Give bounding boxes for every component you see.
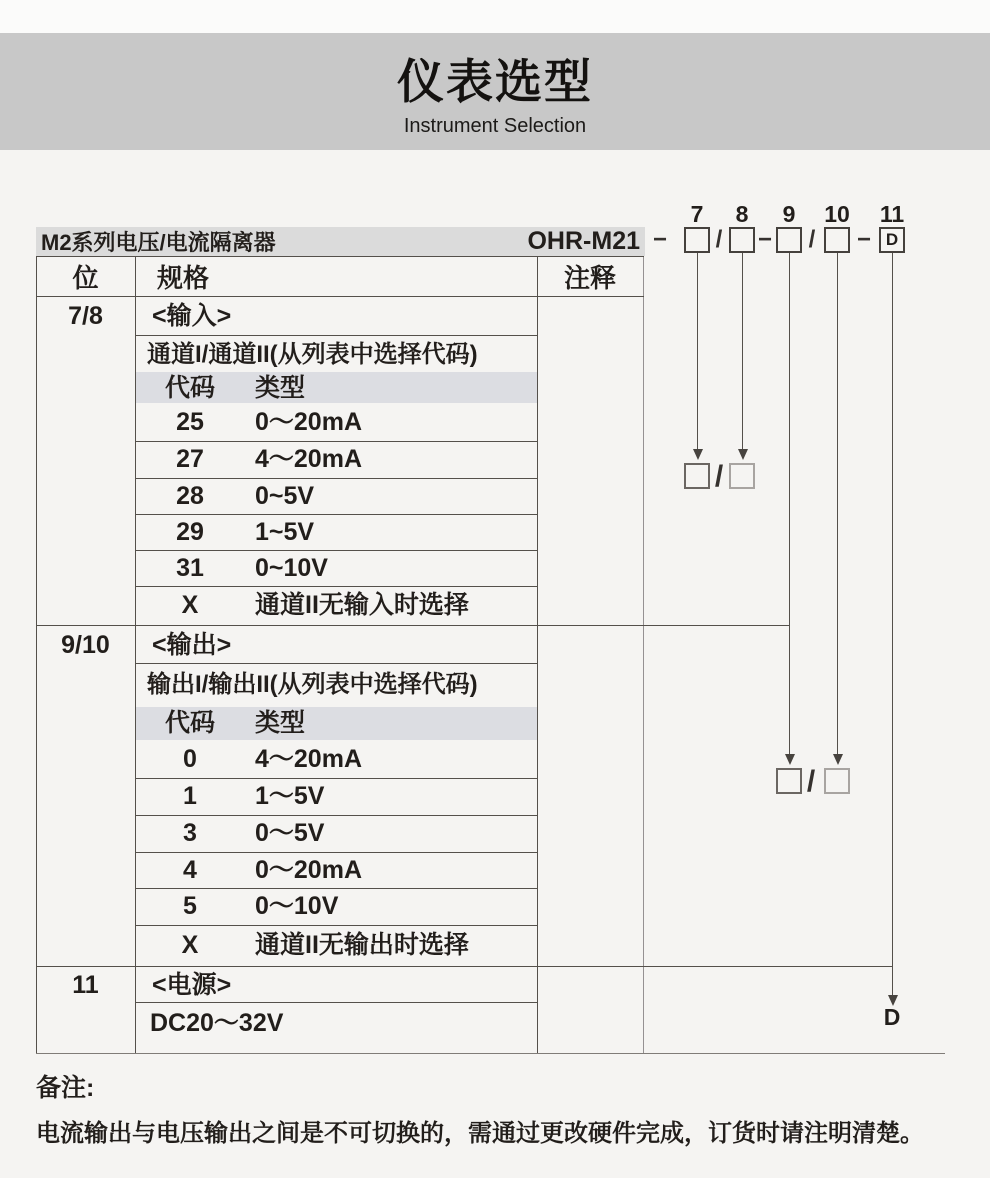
code-box-7 <box>684 227 710 253</box>
type-cell: 4～20mA <box>255 744 362 773</box>
grid-line <box>135 1002 538 1003</box>
grid-line <box>36 296 644 297</box>
section-heading: <输出> <box>152 630 232 659</box>
separator-dash-2: − <box>757 226 772 253</box>
arrow-down-icon <box>738 449 748 460</box>
type-cell: 4～20mA <box>255 445 362 473</box>
separator-dash-1: − <box>652 226 667 253</box>
arrow-down-icon <box>693 449 703 460</box>
type-cell: 0～20mA <box>255 407 362 436</box>
section-position-label: 9/10 <box>61 630 110 659</box>
section-position-label: 7/8 <box>68 301 103 330</box>
section-heading: <输入> <box>152 301 232 330</box>
drop-line-8 <box>742 253 743 450</box>
code-column-label: 代码 <box>164 373 215 402</box>
code-column-label: 代码 <box>164 709 215 737</box>
grid-line <box>135 335 538 336</box>
product-name: M2系列电压/电流隔离器 <box>41 230 276 255</box>
code-cell: 31 <box>176 553 204 582</box>
position-number-7: 7 <box>690 201 704 227</box>
code-cell: 0 <box>183 744 197 773</box>
type-cell: 通道II无输出时选择 <box>255 930 469 959</box>
power-value: DC20～32V <box>150 1008 284 1037</box>
table-border-bottom <box>36 1053 945 1054</box>
arrow-down-icon <box>785 754 795 765</box>
column-header-note: 注释 <box>563 262 616 293</box>
table-border-spec <box>537 256 538 1053</box>
type-cell: 0～5V <box>255 819 325 847</box>
page-title: 仪表选型 <box>397 55 593 108</box>
code-cell: 1 <box>183 782 197 810</box>
separator-dash-3: − <box>856 226 871 253</box>
code-cell: 5 <box>183 892 197 920</box>
section-subheading: 通道I/通道II(从列表中选择代码) <box>147 340 478 368</box>
section-position-label: 11 <box>72 971 99 999</box>
type-cell: 1～5V <box>255 782 325 810</box>
position-number-11: 11 <box>879 201 905 227</box>
section-subheading: 输出I/输出II(从列表中选择代码) <box>147 671 478 698</box>
column-header-spec: 规格 <box>157 262 210 293</box>
type-cell: 0～20mA <box>255 855 362 884</box>
type-cell: 0~10V <box>255 553 328 582</box>
drop-line-11 <box>892 253 893 996</box>
top-strip <box>0 0 990 33</box>
position-number-8: 8 <box>735 201 749 227</box>
drop-line-9 <box>789 253 790 755</box>
model-strip <box>36 227 645 256</box>
input-code-box-1 <box>684 463 710 489</box>
grid-line <box>36 256 644 257</box>
type-column-label: 类型 <box>255 709 306 737</box>
separator-slash-1: / <box>715 226 723 253</box>
model-code: OHR-M21 <box>527 227 640 255</box>
page-subtitle: Instrument Selection <box>403 115 587 137</box>
notes-label: 备注: <box>36 1073 95 1102</box>
code-box-8 <box>729 227 755 253</box>
position-number-9: 9 <box>782 201 796 227</box>
title-band <box>0 33 990 150</box>
drop-line-7 <box>697 253 698 450</box>
input-code-box-2 <box>729 463 755 489</box>
position-number-10: 10 <box>824 201 850 227</box>
section-divider-1 <box>36 625 790 626</box>
code-cell: X <box>181 591 199 619</box>
code-cell: 4 <box>183 855 197 884</box>
code-cell: 27 <box>176 445 204 473</box>
drop-line-10 <box>837 253 838 755</box>
column-header-position: 位 <box>72 262 99 293</box>
output-pair-slash: / <box>806 765 816 798</box>
code-cell: X <box>181 930 199 959</box>
type-cell: 通道II无输入时选择 <box>255 591 469 619</box>
section-heading: <电源> <box>152 971 232 999</box>
code-cell: 28 <box>176 481 204 510</box>
section-divider-2 <box>36 966 892 967</box>
code-box-10 <box>824 227 850 253</box>
code-box-11: D <box>879 227 905 253</box>
grid-line <box>135 663 538 664</box>
arrow-down-icon <box>833 754 843 765</box>
separator-slash-2: / <box>808 226 816 253</box>
type-cell: 0~5V <box>255 481 315 510</box>
code-box-9 <box>776 227 802 253</box>
d-result-label: D <box>883 1003 901 1030</box>
type-cell: 1~5V <box>255 517 315 546</box>
input-pair-slash: / <box>714 460 724 493</box>
type-cell: 0～10V <box>255 892 339 920</box>
table-border-right <box>643 256 644 1053</box>
type-column-label: 类型 <box>255 373 306 402</box>
output-code-box-1 <box>776 768 802 794</box>
output-code-box-2 <box>824 768 850 794</box>
code-cell: 29 <box>176 517 204 546</box>
code-cell: 25 <box>176 407 204 436</box>
code-cell: 3 <box>183 819 197 847</box>
notes-text: 电流输出与电压输出之间是不可切换的，需通过更改硬件完成，订货时请注明清楚。 <box>36 1120 924 1147</box>
